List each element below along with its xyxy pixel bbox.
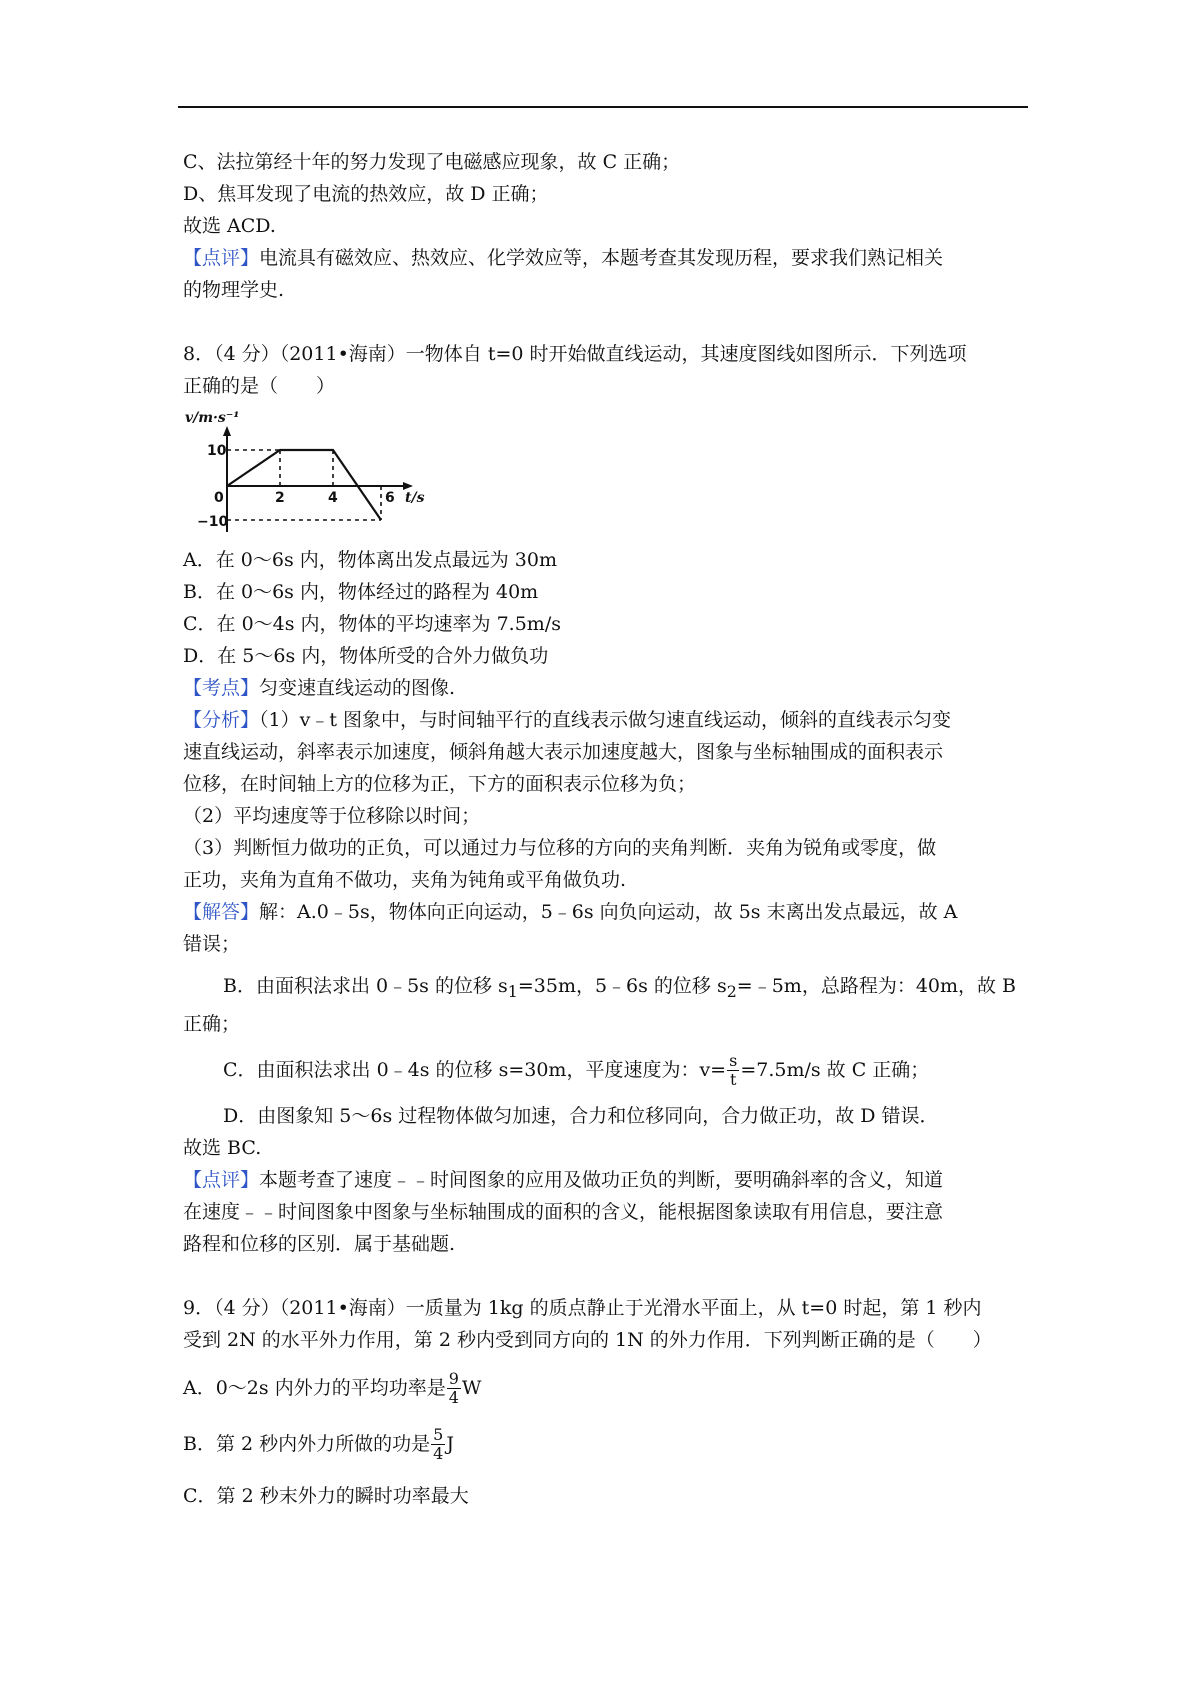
q8-fenxi-text-5: （3）判断恒力做功的正负，可以通过力与位移的方向的夹角判断．夹角为锐角或零度，做 bbox=[183, 837, 937, 859]
q9-stem-2: 受到 2N 的水平外力作用，第 2 秒内受到同方向的 1N 的外力作用．下列判断正确的是（ ） bbox=[183, 1328, 992, 1351]
q8-option-b: B．在 0～6s 内，物体经过的路程为 40m bbox=[183, 581, 539, 603]
q9-option-b-unit: J bbox=[446, 1432, 454, 1455]
fraction-9-over-4 bbox=[447, 1370, 461, 1407]
q7-comment-text-1: 电流具有磁效应、热效应、化学效应等，本题考查其发现历程，要求我们熟记相关 bbox=[259, 247, 944, 269]
q8-fenxi-text-6: 正功，夹角为直角不做功，夹角为钝角或平角做负功. bbox=[183, 869, 627, 891]
q9-option-a-unit: W bbox=[461, 1376, 482, 1399]
q8-jieda-b-2: 正确； bbox=[183, 1012, 241, 1035]
graph-xtick-2: 2 bbox=[275, 490, 285, 506]
q8-option-d: D．在 5～6s 内，物体所受的合外力做负功 bbox=[183, 645, 549, 667]
q8-jieda-c-pre: C．由面积法求出 0﹣4s 的位移 s=30m，平度速度为：v= bbox=[223, 1058, 727, 1081]
fraction-s-over-t bbox=[727, 1052, 739, 1089]
q8-kaodian bbox=[183, 672, 1028, 704]
q8-jieda-b-mid: =35m，5﹣6s 的位移 s bbox=[517, 975, 727, 997]
q8-option-a: A．在 0～6s 内，物体离出发点最远为 30m bbox=[183, 549, 557, 571]
q8-stem-1: 8．（4 分）（2011•海南）一物体自 t=0 时开始做直线运动，其速度图线如图所示．下列选项 bbox=[183, 343, 967, 365]
q8-stem-2: 正确的是（ ） bbox=[183, 375, 336, 397]
fraction-5-over-4 bbox=[431, 1426, 445, 1463]
q8-jieda-b-sub2: 2 bbox=[726, 981, 737, 1001]
q8-kaodian-text: 匀变速直线运动的图像. bbox=[259, 677, 456, 699]
graph-ytick-10: 10 bbox=[207, 443, 227, 459]
q8-jieda-d: D．由图象知 5～6s 过程物体做匀加速，合力和位移同向，合力做正功，故 D 错误． bbox=[223, 1104, 939, 1127]
fraction-denominator: 4 bbox=[448, 1388, 459, 1408]
q9-option-c: C．第 2 秒末外力的瞬时功率最大 bbox=[183, 1484, 469, 1507]
q8-answer: 故选 BC. bbox=[183, 1136, 262, 1159]
q8-fenxi-text-3: 位移，在时间轴上方的位移为正，下方的面积表示位移为负； bbox=[183, 773, 697, 795]
q8-jieda-text-2: 错误； bbox=[183, 933, 241, 955]
q8-jieda-b bbox=[183, 970, 1028, 1008]
graph-ytick-0: 0 bbox=[214, 490, 224, 506]
fraction-denominator: t bbox=[730, 1070, 737, 1090]
fraction-numerator: 5 bbox=[433, 1425, 444, 1445]
q8-velocity-time-graph bbox=[183, 404, 483, 544]
fenxi-tag: 【分析】 bbox=[183, 709, 260, 731]
q9-option-a bbox=[183, 1364, 1028, 1412]
q8-comment-text-1: 本题考查了速度﹣﹣时间图象的应用及做功正负的判断，要明确斜率的含义，知道 bbox=[259, 1168, 944, 1191]
header-rule bbox=[178, 106, 1028, 108]
q8-jieda-b-sub1: 1 bbox=[507, 981, 518, 1001]
q8-comment-text-3: 路程和位移的区别．属于基础题. bbox=[183, 1232, 456, 1255]
fraction-numerator: 9 bbox=[448, 1369, 459, 1389]
graph-x-arrow-icon bbox=[403, 482, 413, 490]
q8-fenxi-text-2: 速直线运动，斜率表示加速度，倾斜角越大表示加速度越大，图象与坐标轴围成的面积表示 bbox=[183, 741, 944, 763]
q9-option-b-pre: B．第 2 秒内外力所做的功是 bbox=[183, 1432, 431, 1455]
q7-comment bbox=[183, 242, 1028, 274]
page-content bbox=[183, 146, 1028, 1512]
q8-comment bbox=[183, 1164, 1028, 1196]
q8-fenxi-text-1: （1）v﹣t 图象中，与时间轴平行的直线表示做匀速直线运动，倾斜的直线表示匀变 bbox=[259, 709, 952, 731]
graph-xtick-6: 6 bbox=[385, 490, 395, 506]
graph-xlabel: t/s bbox=[405, 490, 425, 506]
q8-option-c: C．在 0～4s 内，物体的平均速率为 7.5m/s bbox=[183, 613, 561, 635]
graph-xtick-4: 4 bbox=[328, 490, 338, 506]
fraction-denominator: 4 bbox=[433, 1444, 444, 1464]
q8-jieda-text-1: 解：A.0﹣5s，物体向正向运动，5﹣6s 向负向运动，故 5s 末离出发点最远，故 A bbox=[259, 901, 958, 923]
q8-jieda-b-post: =﹣5m，总路程为：40m，故 B bbox=[736, 975, 1017, 997]
q8-jieda-c bbox=[183, 1050, 1028, 1090]
q8-fenxi bbox=[183, 704, 1028, 736]
q7-comment-text-2: 的物理学史. bbox=[183, 279, 285, 301]
kaodian-tag: 【考点】 bbox=[183, 677, 260, 699]
jieda-tag: 【解答】 bbox=[183, 901, 260, 923]
q7-option-c-explanation: C、法拉第经十年的努力发现了电磁感应现象，故 C 正确； bbox=[183, 151, 681, 173]
q9-option-a-pre: A．0～2s 内外力的平均功率是 bbox=[183, 1376, 446, 1399]
graph-y-arrow-icon bbox=[223, 426, 231, 436]
q7-answer: 故选 ACD. bbox=[183, 215, 276, 237]
graph-ylabel: v/m·s⁻¹ bbox=[185, 410, 240, 426]
comment-tag: 【点评】 bbox=[183, 247, 260, 269]
comment-tag: 【点评】 bbox=[183, 1168, 260, 1191]
q9-stem-1: 9．（4 分）（2011•海南）一质量为 1kg 的质点静止于光滑水平面上，从 t=0 时起，第 1 秒内 bbox=[183, 1296, 982, 1319]
q8-comment-text-2: 在速度﹣﹣时间图象中图象与坐标轴围成的面积的含义，能根据图象读取有用信息，要注意 bbox=[183, 1200, 944, 1223]
fraction-numerator: s bbox=[729, 1051, 738, 1071]
q8-jieda bbox=[183, 896, 1028, 928]
q8-jieda-c-post: =7.5m/s 故 C 正确； bbox=[740, 1058, 930, 1081]
q8-jieda-b-pre: B．由面积法求出 0﹣5s 的位移 s bbox=[223, 975, 508, 997]
q9-option-b bbox=[183, 1420, 1028, 1468]
q8-fenxi-text-4: （2）平均速度等于位移除以时间； bbox=[183, 805, 481, 827]
graph-ytick-minus10: −10 bbox=[197, 514, 229, 530]
q7-option-d-explanation: D、焦耳发现了电流的热效应，故 D 正确； bbox=[183, 183, 549, 205]
